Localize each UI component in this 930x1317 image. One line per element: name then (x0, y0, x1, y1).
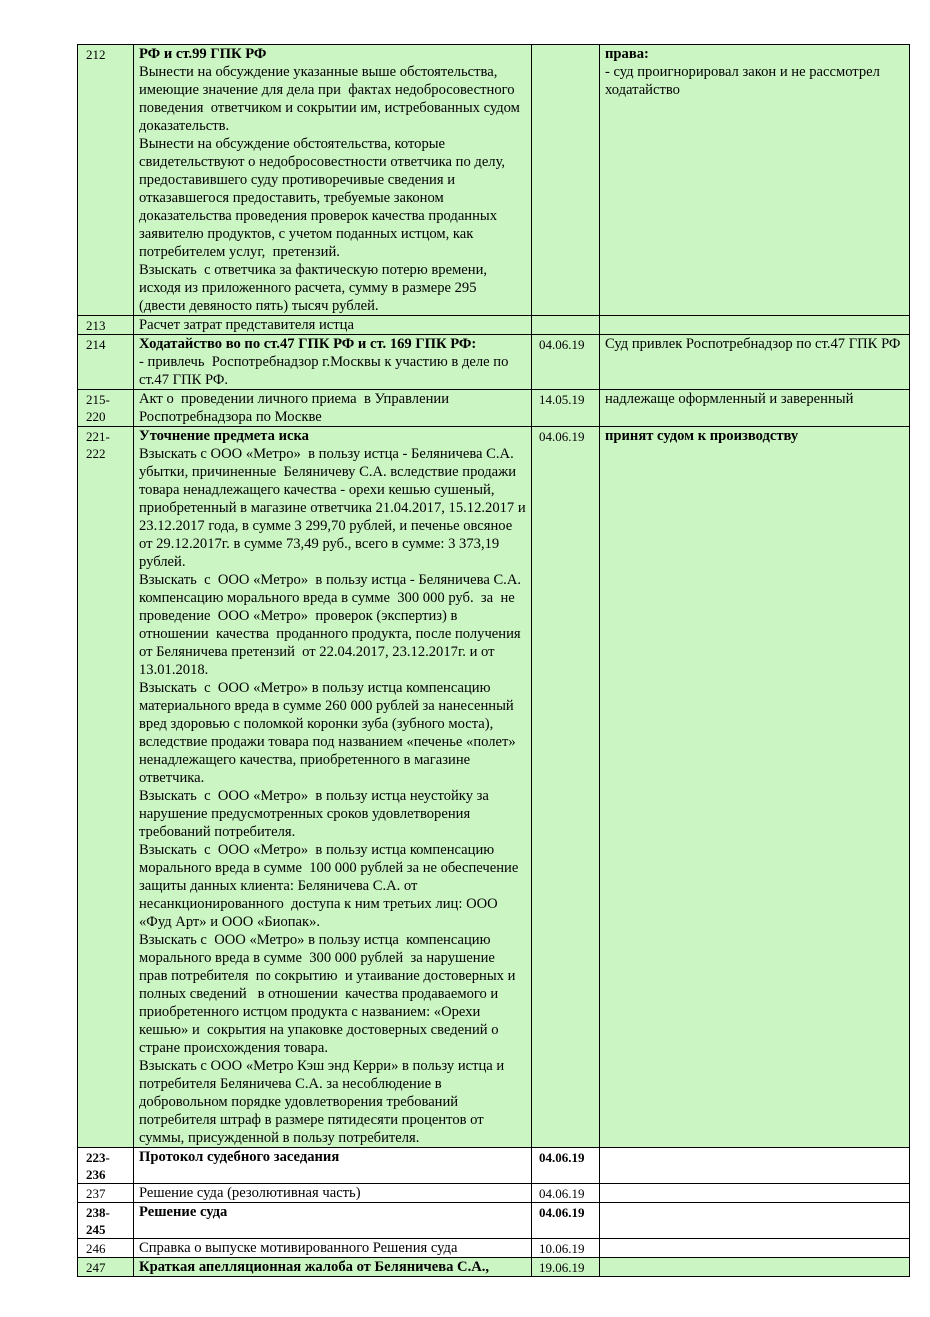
row-number: 214 (86, 337, 106, 352)
document-description-cell (134, 390, 532, 427)
note-cell (600, 1239, 910, 1258)
note-paragraph: права: (605, 46, 649, 62)
description-paragraph: Взыскать с ООО «Метро» в пользу истца - Беляничева С.А. компенсацию морального вреда в сумме 300 000 руб. за не проведение ООО «Метро» проверок (экспертиз) в отношении качества проданного продукта, после получения от Беляничева претензий от 22.04.2017, 23.12.2017г. и от 13.01.2018. (139, 572, 525, 678)
note-cell (600, 316, 910, 335)
row-number-cell (78, 1184, 134, 1203)
description-paragraph: Взыскать с ответчика за фактическую потерю времени, исходя из приложенного расчета, сумму в размере 295 (двести девяносто пять) тысяч рублей. (139, 262, 491, 314)
date-cell (532, 427, 600, 1148)
row-number: 212 (86, 47, 106, 62)
row-number: 221- 222 (86, 429, 110, 461)
date-cell (532, 1239, 600, 1258)
note-cell (600, 335, 910, 390)
description-paragraph: Решение суда (139, 1204, 228, 1220)
description-paragraph: Взыскать с ООО «Метро» в пользу истца неустойку за нарушение предусмотренных сроков удовлетворения требований потребителя. (139, 788, 493, 840)
document-date: 14.05.19 (539, 392, 585, 407)
description-paragraph: Взыскать с ООО «Метро» в пользу истца компенсацию материального вреда в сумме 260 000 рублей за нанесенный вред здоровью с поломкой коронки зуба (зубного моста), вследствие продажи товара под названием «печенье «полет» ненадлежащего качества, приобретенного в магазине ответчика. (139, 680, 520, 786)
note-cell (600, 1203, 910, 1239)
note-paragraph: Суд привлек Роспотребнадзор по ст.47 ГПК РФ (605, 336, 901, 352)
row-number: 223- 236 (86, 1150, 110, 1182)
table-row (78, 316, 910, 335)
description-paragraph: Вынести на обсуждение указанные выше обстоятельства, имеющие значение для дела при фактах недобросовестного поведения ответчиком и сокрытии им, истребованных судом доказательств. (139, 64, 528, 134)
row-number-cell (78, 45, 134, 316)
document-date: 04.06.19 (539, 1150, 585, 1165)
date-cell (532, 335, 600, 390)
document-description-cell (134, 316, 532, 335)
document-date: 10.06.19 (539, 1241, 585, 1256)
document-description-cell (134, 427, 532, 1148)
date-cell (532, 45, 600, 316)
document-date: 04.06.19 (539, 429, 585, 444)
document-description-cell (134, 1184, 532, 1203)
row-number: 215- 220 (86, 392, 110, 424)
table-row (78, 1184, 910, 1203)
date-cell (532, 1184, 600, 1203)
description-paragraph: Взыскать с ООО «Метро Кэш энд Керри» в пользу истца и потребителя Беляничева С.А. за несоблюдение в добровольном порядке удовлетворения требований потребителя штраф в размере пятидесяти процентов от суммы, присужденной в пользу потребителя. (139, 1058, 508, 1146)
note-paragraph: надлежаще оформленный и заверенный (605, 391, 854, 407)
description-paragraph: Решение суда (резолютивная часть) (139, 1185, 361, 1201)
row-number-cell (78, 390, 134, 427)
row-number-cell (78, 1203, 134, 1239)
description-paragraph: Протокол судебного заседания (139, 1149, 340, 1165)
note-cell (600, 390, 910, 427)
row-number-cell (78, 1148, 134, 1184)
note-paragraph: - суд проигнорировал закон и не рассмотрел ходатайство (605, 64, 884, 98)
date-cell (532, 316, 600, 335)
document-date: 04.06.19 (539, 1186, 585, 1201)
description-paragraph: Взыскать с ООО «Метро» в пользу истца компенсацию морального вреда в сумме 100 000 рублей за не обеспечение защиты данных клиента: Беляничева С.А. от несанкционированного доступа к ним третьих лиц: ООО «Фуд Арт» и ООО «Биопак». (139, 842, 522, 930)
document-page (77, 44, 909, 1277)
table-row (78, 1239, 910, 1258)
description-paragraph: Уточнение предмета иска (139, 428, 309, 444)
table-row (78, 1258, 910, 1277)
note-cell (600, 427, 910, 1148)
table-row (78, 1148, 910, 1184)
note-cell (600, 45, 910, 316)
row-number: 246 (86, 1241, 106, 1256)
table-row (78, 1203, 910, 1239)
row-number-cell (78, 427, 134, 1148)
description-paragraph: - привлечь Роспотребнадзор г.Москвы к участию в деле по ст.47 ГПК РФ. (139, 354, 513, 388)
row-number-cell (78, 316, 134, 335)
document-description-cell (134, 1148, 532, 1184)
description-paragraph: Справка о выпуске мотивированного Решения суда (139, 1240, 458, 1256)
row-number: 213 (86, 318, 106, 333)
document-date: 04.06.19 (539, 1205, 585, 1220)
description-paragraph: Акт о проведении личного приема в Управлении Роспотребнадзора по Москве (139, 391, 453, 425)
note-paragraph: принят судом к производству (605, 428, 799, 444)
note-cell (600, 1258, 910, 1277)
document-description-cell (134, 335, 532, 390)
case-materials-table (77, 44, 910, 1277)
table-row (78, 390, 910, 427)
table-row (78, 45, 910, 316)
row-number: 247 (86, 1260, 106, 1275)
description-paragraph: Краткая апелляционная жалоба от Беляничева С.А., (139, 1259, 490, 1275)
note-cell (600, 1148, 910, 1184)
date-cell (532, 1203, 600, 1239)
description-paragraph: РФ и ст.99 ГПК РФ (139, 46, 267, 62)
date-cell (532, 390, 600, 427)
document-description-cell (134, 1258, 532, 1277)
document-description-cell (134, 1239, 532, 1258)
row-number-cell (78, 335, 134, 390)
description-paragraph: Взыскать с ООО «Метро» в пользу истца - Беляничева С.А. убытки, причиненные Беляничеву С.А. вследствие продажи товара ненадлежащего качества - орехи кешью сушеный, приобретенный в магазине ответчика 21.04.2017, 15.12.2017 и 23.12.2017 года, в сумме 3 299,70 рублей, и печенье овсяное от 29.12.2017г. в сумме 73,49 руб., всего в сумме: 3 373,19 рублей. (139, 446, 530, 570)
row-number: 237 (86, 1186, 106, 1201)
row-number-cell (78, 1239, 134, 1258)
date-cell (532, 1148, 600, 1184)
document-date: 04.06.19 (539, 337, 585, 352)
description-paragraph: Ходатайство во по ст.47 ГПК РФ и ст. 169 ГПК РФ: (139, 336, 477, 352)
row-number-cell (78, 1258, 134, 1277)
table-body (78, 45, 910, 1277)
table-row (78, 427, 910, 1148)
note-cell (600, 1184, 910, 1203)
description-paragraph: Расчет затрат представителя истца (139, 317, 354, 333)
table-row (78, 335, 910, 390)
document-date: 19.06.19 (539, 1260, 585, 1275)
description-paragraph: Взыскать с ООО «Метро» в пользу истца компенсацию морального вреда в сумме 300 000 рублей за нарушение прав потребителя по сокрытию и утаивание достоверных и полных сведений в отношении качества продаваемого и приобретенного истцом продукта с названием: «Орехи кешью» и сокрытия на упаковке достоверных сведений о стране происхождения товара. (139, 932, 520, 1056)
date-cell (532, 1258, 600, 1277)
document-description-cell (134, 1203, 532, 1239)
document-description-cell (134, 45, 532, 316)
description-paragraph: Вынести на обсуждение обстоятельства, которые свидетельствуют о недобросовестности ответчика по делу, предоставившего суду противоречивые сведения и отказавшегося предоставить, требуемые законом доказательства проведения проверок качества проданных заявителю продуктов, с учетом поданных истцом, как потребителем услуг, претензий. (139, 136, 509, 260)
row-number: 238- 245 (86, 1205, 110, 1237)
